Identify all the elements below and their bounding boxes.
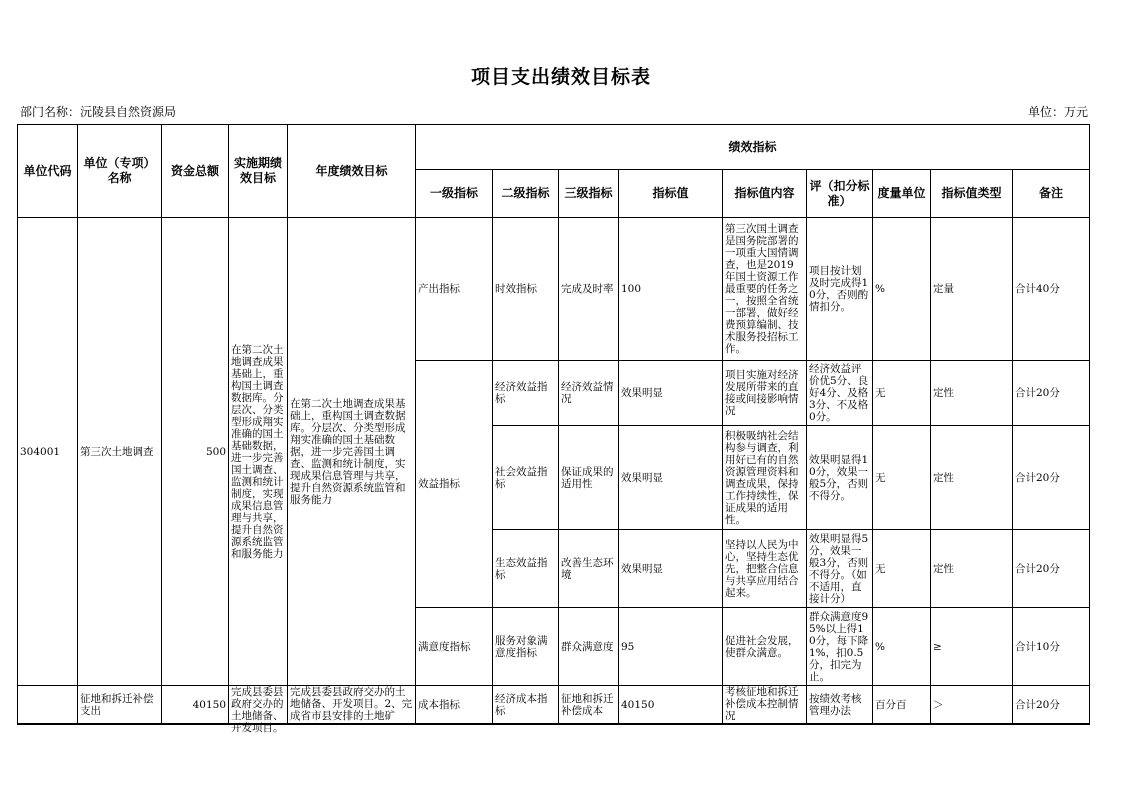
amount-cell: 40150 [162, 686, 229, 725]
scoring-cell: 群众满意度95%以上得10分，每下降1%，扣0.5分，扣完为止。 [807, 608, 873, 686]
header-content: 指标值内容 [723, 170, 807, 218]
value-cell: 40150 [619, 686, 723, 725]
scoring-cell: 效果明显得10分，效果一般5分，否则不得分。 [807, 426, 873, 530]
level3-cell: 群众满意度 [559, 608, 619, 686]
level3-cell: 经济效益情况 [559, 361, 619, 426]
value-cell: 效果明显 [619, 361, 723, 426]
level3-cell: 改善生态环境 [559, 530, 619, 608]
level2-cell: 服务对象满意度指标 [493, 608, 559, 686]
value-cell: 100 [619, 218, 723, 361]
header-period-goal: 实施期绩效目标 [229, 125, 288, 218]
header-scoring: 评（扣分标准） [807, 170, 873, 218]
note-cell: 合计20分 [1013, 426, 1090, 530]
unit-cell: 无 [873, 361, 931, 426]
year-goal-text: 完成县委县政府交办的土地储备、开发项目。2、完成省市县安排的土地矿 [290, 686, 413, 722]
currency-unit: 单位：万元 [1027, 105, 1088, 119]
content-cell: 坚持以人民为中心，坚持生态优先，把整合信息与共享应用结合起来。 [723, 530, 807, 608]
project-name-cell: 征地和拆迁补偿支出 [78, 686, 162, 725]
type-cell: ＞ [931, 686, 1013, 725]
period-goal-text: 完成县委县政府交办的土地储备、开发项目。 [231, 686, 284, 734]
note-cell: 合计20分 [1013, 686, 1090, 725]
header-note: 备注 [1013, 170, 1090, 218]
level2-cell: 经济效益指标 [493, 361, 559, 426]
page-title: 项目支出绩效目标表 [470, 66, 651, 88]
scoring-cell: 经济效益评价优5分、良好4分、及格3分、不及格0分。 [807, 361, 873, 426]
scoring-cell: 按绩效考核管理办法 [807, 686, 873, 725]
performance-table [17, 124, 1090, 734]
level3-cell: 保证成果的适用性 [559, 426, 619, 530]
level3-cell: 征地和拆迁补偿成本 [559, 686, 619, 725]
type-cell: 定性 [931, 426, 1013, 530]
department-name: 部门名称：沅陵县自然资源局 [20, 105, 177, 119]
type-cell: 定性 [931, 530, 1013, 608]
content-text: 考核征地和拆迁补偿成本控制情况 [725, 686, 799, 722]
header-code: 单位代码 [18, 125, 78, 218]
level1-cell: 成本指标 [416, 686, 493, 725]
type-cell: 定性 [931, 361, 1013, 426]
header-amount: 资金总额 [162, 125, 229, 218]
note-cell: 合计10分 [1013, 608, 1090, 686]
header-row-1 [18, 125, 1090, 170]
level2-cell: 社会效益指标 [493, 426, 559, 530]
type-cell: 定量 [931, 218, 1013, 361]
header-unit: 度量单位 [873, 170, 931, 218]
header-name: 单位（专项）名称 [78, 125, 162, 218]
level2-cell: 经济成本指标 [493, 686, 559, 725]
unit-cell: 百分百 [873, 686, 931, 725]
level2-cell: 时效指标 [493, 218, 559, 361]
content-cell: 促进社会发展，使群众满意。 [723, 608, 807, 686]
unit-cell: 无 [873, 426, 931, 530]
level1-cell: 产出指标 [416, 218, 493, 361]
value-cell: 效果明显 [619, 530, 723, 608]
content-cell: 积极吸纳社会结构参与调查，利用好已有的自然资源管理资料和调查成果，保持工作持续性，保证成果的适用性。 [723, 426, 807, 530]
level2-cell: 生态效益指标 [493, 530, 559, 608]
level1-cell: 满意度指标 [416, 608, 493, 686]
header-level3: 三级指标 [559, 170, 619, 218]
scoring-cell: 项目按计划及时完成得10分，否则酌情扣分。 [807, 218, 873, 361]
table-row [18, 686, 1090, 725]
content-cell: 项目实施对经济发展所带来的直接或间接影响情况 [723, 361, 807, 426]
scoring-cell: 效果明显得5分，效果一般3分，否则不得分。（如不适用，直接计分） [807, 530, 873, 608]
unit-code-cell [18, 686, 78, 725]
year-goal-cell: 在第二次土地调查成果基础上，重构国土调查数据库。分层次、分类型形成翔实准确的国土基础数据，进一步完善国土调查、监测和统计制度，实现成果信息管理与共享，提升自然资源系统监管和服务能力 [288, 218, 416, 686]
project-name-cell: 第三次土地调查 [78, 218, 162, 686]
value-cell: 效果明显 [619, 426, 723, 530]
amount-cell: 500 [162, 218, 229, 686]
level3-cell: 完成及时率 [559, 218, 619, 361]
header-indicators: 绩效指标 [416, 125, 1090, 170]
note-cell: 合计40分 [1013, 218, 1090, 361]
header-type: 指标值类型 [931, 170, 1013, 218]
year-goal-cell [288, 686, 416, 725]
content-cell [723, 686, 807, 725]
note-cell: 合计20分 [1013, 530, 1090, 608]
note-cell: 合计20分 [1013, 361, 1090, 426]
value-cell: 95 [619, 608, 723, 686]
header-level1: 一级指标 [416, 170, 493, 218]
level1-cell: 效益指标 [416, 361, 493, 608]
unit-cell: 无 [873, 530, 931, 608]
header-value: 指标值 [619, 170, 723, 218]
header-year-goal: 年度绩效目标 [288, 125, 416, 218]
content-cell: 第三次国土调查是国务院部署的一项重大国情调查，也是2019年国土资源工作最重要的任务之一，按照全省统一部署，做好经费预算编制、技术服务投招标工作。 [723, 218, 807, 361]
unit-code-cell: 304001 [18, 218, 78, 686]
table-row [18, 218, 1090, 361]
header-level2: 二级指标 [493, 170, 559, 218]
period-goal-cell: 在第二次土地调查成果基础上，重构国土调查数据库。分层次、分类型形成翔实准确的国土基础数据，进一步完善国土调查、监测和统计制度，实现成果信息管理与共享，提升自然资源系统监管和服务能力 [229, 218, 288, 686]
unit-cell: % [873, 218, 931, 361]
period-goal-cell [229, 686, 288, 734]
unit-cell: % [873, 608, 931, 686]
type-cell: ≥ [931, 608, 1013, 686]
